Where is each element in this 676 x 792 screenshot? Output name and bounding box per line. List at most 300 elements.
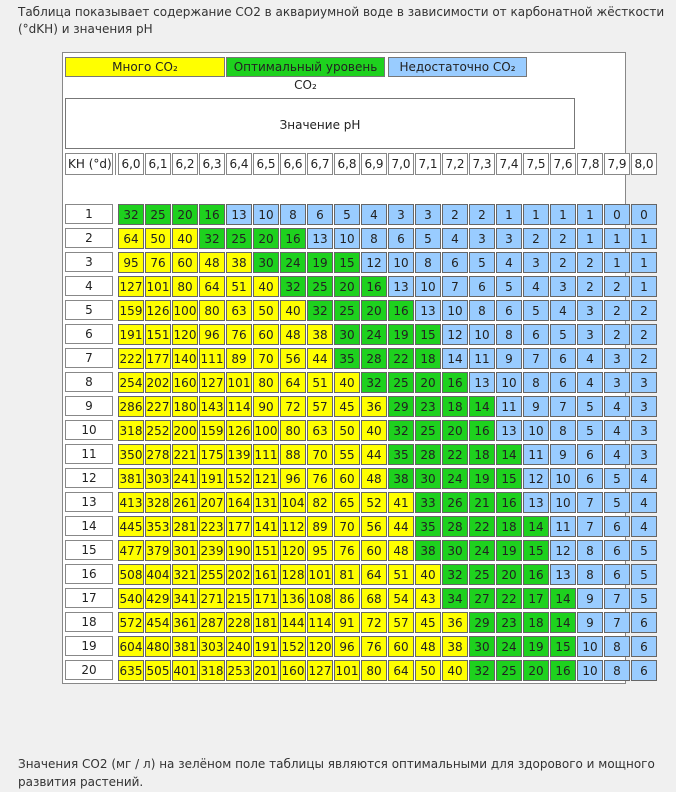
co2-value-cell: 40 <box>280 300 306 321</box>
co2-value-cell: 57 <box>307 396 333 417</box>
co2-value-cell: 5 <box>577 420 603 441</box>
co2-value-cell: 10 <box>253 204 279 225</box>
co2-value-cell: 3 <box>631 444 657 465</box>
co2-value-cell: 25 <box>388 372 414 393</box>
co2-value-cell: 16 <box>550 660 576 681</box>
co2-value-cell: 20 <box>253 228 279 249</box>
co2-value-cell: 2 <box>469 204 495 225</box>
co2-value-cell: 56 <box>361 516 387 537</box>
co2-value-cell: 50 <box>415 660 441 681</box>
co2-value-cell: 13 <box>523 492 549 513</box>
ph-header-cell: 6,5 <box>253 153 279 175</box>
kh-row-label: 20 <box>65 660 113 680</box>
co2-value-cell: 9 <box>577 612 603 633</box>
co2-value-cell: 6 <box>496 300 522 321</box>
co2-value-cell: 413 <box>118 492 144 513</box>
co2-value-cell: 241 <box>172 468 198 489</box>
co2-value-cell: 80 <box>280 420 306 441</box>
co2-value-cell: 3 <box>415 204 441 225</box>
co2-value-cell: 95 <box>307 540 333 561</box>
co2-value-cell: 161 <box>253 564 279 585</box>
co2-value-cell: 13 <box>388 276 414 297</box>
co2-value-cell: 121 <box>253 468 279 489</box>
co2-value-cell: 23 <box>415 396 441 417</box>
co2-value-cell: 16 <box>280 228 306 249</box>
co2-value-cell: 10 <box>550 468 576 489</box>
co2-value-cell: 341 <box>172 588 198 609</box>
co2-value-cell: 60 <box>361 540 387 561</box>
co2-value-cell: 101 <box>334 660 360 681</box>
co2-value-cell: 24 <box>496 636 522 657</box>
co2-value-cell: 57 <box>388 612 414 633</box>
co2-value-cell: 24 <box>361 324 387 345</box>
co2-value-cell: 572 <box>118 612 144 633</box>
co2-value-cell: 50 <box>253 300 279 321</box>
co2-value-cell: 18 <box>469 444 495 465</box>
co2-value-cell: 60 <box>388 636 414 657</box>
co2-value-cell: 4 <box>496 252 522 273</box>
co2-value-cell: 6 <box>388 228 414 249</box>
co2-value-cell: 16 <box>469 420 495 441</box>
co2-value-cell: 159 <box>118 300 144 321</box>
co2-value-cell: 64 <box>118 228 144 249</box>
co2-value-cell: 5 <box>415 228 441 249</box>
co2-value-cell: 177 <box>145 348 171 369</box>
co2-value-cell: 50 <box>145 228 171 249</box>
co2-value-cell: 44 <box>361 444 387 465</box>
co2-value-cell: 3 <box>469 228 495 249</box>
co2-value-cell: 6 <box>550 348 576 369</box>
co2-value-cell: 164 <box>226 492 252 513</box>
co2-value-cell: 36 <box>361 396 387 417</box>
co2-value-cell: 18 <box>415 348 441 369</box>
co2-value-cell: 50 <box>334 420 360 441</box>
co2-value-cell: 23 <box>496 612 522 633</box>
kh-row-label: 10 <box>65 420 113 440</box>
co2-value-cell: 8 <box>496 324 522 345</box>
column-separator <box>115 153 116 175</box>
co2-value-cell: 20 <box>415 372 441 393</box>
co2-value-cell: 3 <box>550 276 576 297</box>
co2-value-cell: 101 <box>226 372 252 393</box>
co2-value-cell: 6 <box>523 324 549 345</box>
co2-value-cell: 20 <box>523 660 549 681</box>
co2-value-cell: 5 <box>631 564 657 585</box>
co2-value-cell: 22 <box>469 516 495 537</box>
co2-value-cell: 10 <box>415 276 441 297</box>
co2-value-cell: 19 <box>496 540 522 561</box>
ph-header-cell: 6,4 <box>226 153 252 175</box>
co2-value-cell: 29 <box>388 396 414 417</box>
co2-value-cell: 16 <box>388 300 414 321</box>
co2-value-cell: 6 <box>307 204 333 225</box>
co2-value-cell: 100 <box>253 420 279 441</box>
co2-value-cell: 30 <box>442 540 468 561</box>
co2-value-cell: 40 <box>253 276 279 297</box>
legend-low-co2: Недостаточно CO₂ <box>388 57 527 77</box>
ph-header-cell: 6,0 <box>118 153 144 175</box>
co2-value-cell: 16 <box>523 564 549 585</box>
co2-value-cell: 15 <box>334 252 360 273</box>
co2-value-cell: 1 <box>604 252 630 273</box>
co2-value-cell: 68 <box>361 588 387 609</box>
co2-value-cell: 12 <box>361 252 387 273</box>
co2-value-cell: 136 <box>280 588 306 609</box>
co2-value-cell: 22 <box>496 588 522 609</box>
co2-table <box>62 52 654 684</box>
kh-header: KH (°d) <box>65 153 113 175</box>
co2-value-cell: 48 <box>361 468 387 489</box>
co2-value-cell: 45 <box>415 612 441 633</box>
co2-value-cell: 30 <box>253 252 279 273</box>
co2-value-cell: 11 <box>550 516 576 537</box>
co2-value-cell: 287 <box>199 612 225 633</box>
co2-value-cell: 2 <box>631 300 657 321</box>
co2-value-cell: 14 <box>496 444 522 465</box>
co2-value-cell: 26 <box>442 492 468 513</box>
co2-value-cell: 4 <box>550 300 576 321</box>
kh-row-label: 4 <box>65 276 113 296</box>
co2-value-cell: 35 <box>388 444 414 465</box>
ph-header-cell: 6,3 <box>199 153 225 175</box>
co2-value-cell: 15 <box>523 540 549 561</box>
co2-value-cell: 111 <box>199 348 225 369</box>
co2-value-cell: 139 <box>226 444 252 465</box>
co2-value-cell: 5 <box>496 276 522 297</box>
co2-value-cell: 454 <box>145 612 171 633</box>
co2-value-cell: 4 <box>604 420 630 441</box>
co2-value-cell: 2 <box>442 204 468 225</box>
intro-text: Таблица показывает содержание CO2 в аквариумной воде в зависимости от карбонатной жёсткости (°dKH) и значения pH <box>18 5 665 36</box>
co2-value-cell: 40 <box>172 228 198 249</box>
co2-value-cell: 3 <box>523 252 549 273</box>
co2-value-cell: 51 <box>307 372 333 393</box>
co2-value-cell: 254 <box>118 372 144 393</box>
co2-value-cell: 177 <box>226 516 252 537</box>
co2-value-cell: 4 <box>577 348 603 369</box>
co2-value-cell: 29 <box>469 612 495 633</box>
co2-value-cell: 16 <box>361 276 387 297</box>
co2-value-cell: 361 <box>172 612 198 633</box>
co2-value-cell: 38 <box>415 540 441 561</box>
co2-value-cell: 175 <box>199 444 225 465</box>
legend-optimal-co2: Оптимальный уровень CO₂ <box>226 57 385 77</box>
outro-text: Значения CO2 (мг / л) на зелёном поле таблицы являются оптимальными для здорового и мощного развития растений. <box>18 757 655 789</box>
co2-value-cell: 7 <box>577 492 603 513</box>
co2-value-cell: 6 <box>631 612 657 633</box>
co2-value-cell: 191 <box>199 468 225 489</box>
co2-value-cell: 9 <box>523 396 549 417</box>
ph-header-cell: 6,2 <box>172 153 198 175</box>
co2-value-cell: 381 <box>118 468 144 489</box>
co2-value-cell: 111 <box>253 444 279 465</box>
co2-value-cell: 239 <box>199 540 225 561</box>
co2-value-cell: 200 <box>172 420 198 441</box>
co2-value-cell: 318 <box>199 660 225 681</box>
co2-value-cell: 8 <box>550 420 576 441</box>
co2-value-cell: 27 <box>469 588 495 609</box>
co2-value-cell: 10 <box>577 660 603 681</box>
co2-value-cell: 41 <box>388 492 414 513</box>
co2-value-cell: 120 <box>172 324 198 345</box>
co2-value-cell: 20 <box>442 420 468 441</box>
co2-value-cell: 86 <box>334 588 360 609</box>
co2-value-cell: 32 <box>361 372 387 393</box>
co2-value-cell: 6 <box>604 564 630 585</box>
co2-value-cell: 5 <box>604 468 630 489</box>
co2-value-cell: 3 <box>631 396 657 417</box>
co2-value-cell: 52 <box>361 492 387 513</box>
co2-value-cell: 24 <box>442 468 468 489</box>
co2-value-cell: 70 <box>307 444 333 465</box>
co2-value-cell: 7 <box>550 396 576 417</box>
co2-value-cell: 6 <box>577 444 603 465</box>
co2-value-cell: 8 <box>469 300 495 321</box>
kh-row-label: 6 <box>65 324 113 344</box>
co2-value-cell: 126 <box>145 300 171 321</box>
co2-value-cell: 286 <box>118 396 144 417</box>
co2-value-cell: 8 <box>604 636 630 657</box>
co2-value-cell: 14 <box>550 588 576 609</box>
co2-value-cell: 350 <box>118 444 144 465</box>
co2-value-cell: 445 <box>118 516 144 537</box>
co2-value-cell: 64 <box>361 564 387 585</box>
co2-value-cell: 12 <box>523 468 549 489</box>
co2-value-cell: 253 <box>226 660 252 681</box>
co2-value-cell: 3 <box>577 324 603 345</box>
co2-value-cell: 72 <box>361 612 387 633</box>
co2-value-cell: 48 <box>280 324 306 345</box>
co2-value-cell: 4 <box>604 444 630 465</box>
co2-value-cell: 480 <box>145 636 171 657</box>
co2-value-cell: 19 <box>523 636 549 657</box>
co2-value-cell: 18 <box>496 516 522 537</box>
co2-value-cell: 128 <box>280 564 306 585</box>
co2-value-cell: 240 <box>226 636 252 657</box>
co2-value-cell: 120 <box>307 636 333 657</box>
co2-value-cell: 24 <box>469 540 495 561</box>
co2-value-cell: 35 <box>334 348 360 369</box>
co2-value-cell: 1 <box>496 204 522 225</box>
co2-value-cell: 14 <box>442 348 468 369</box>
co2-value-cell: 5 <box>604 492 630 513</box>
co2-value-cell: 18 <box>442 396 468 417</box>
co2-value-cell: 171 <box>253 588 279 609</box>
co2-value-cell: 40 <box>334 372 360 393</box>
co2-value-cell: 19 <box>388 324 414 345</box>
co2-value-cell: 152 <box>280 636 306 657</box>
co2-value-cell: 4 <box>577 372 603 393</box>
co2-value-cell: 228 <box>226 612 252 633</box>
co2-value-cell: 22 <box>442 444 468 465</box>
co2-value-cell: 505 <box>145 660 171 681</box>
co2-value-cell: 13 <box>496 420 522 441</box>
co2-value-cell: 215 <box>226 588 252 609</box>
co2-value-cell: 2 <box>577 252 603 273</box>
co2-value-cell: 301 <box>172 540 198 561</box>
co2-value-cell: 159 <box>199 420 225 441</box>
co2-value-cell: 8 <box>361 228 387 249</box>
co2-value-cell: 127 <box>307 660 333 681</box>
co2-value-cell: 22 <box>388 348 414 369</box>
kh-row-label: 3 <box>65 252 113 272</box>
co2-value-cell: 2 <box>604 300 630 321</box>
co2-value-cell: 18 <box>523 612 549 633</box>
co2-value-cell: 7 <box>604 612 630 633</box>
co2-value-cell: 127 <box>199 372 225 393</box>
ph-header-cell: 6,6 <box>280 153 306 175</box>
co2-value-cell: 6 <box>442 252 468 273</box>
co2-value-cell: 221 <box>172 444 198 465</box>
co2-value-cell: 8 <box>604 660 630 681</box>
co2-value-cell: 15 <box>496 468 522 489</box>
co2-value-cell: 10 <box>523 420 549 441</box>
co2-value-cell: 131 <box>253 492 279 513</box>
co2-value-cell: 404 <box>145 564 171 585</box>
co2-value-cell: 10 <box>577 636 603 657</box>
co2-value-cell: 11 <box>523 444 549 465</box>
co2-value-cell: 32 <box>469 660 495 681</box>
co2-value-cell: 141 <box>253 516 279 537</box>
co2-value-cell: 5 <box>577 396 603 417</box>
co2-value-cell: 11 <box>496 396 522 417</box>
co2-value-cell: 32 <box>280 276 306 297</box>
co2-value-cell: 127 <box>118 276 144 297</box>
co2-value-cell: 114 <box>226 396 252 417</box>
co2-value-cell: 40 <box>442 660 468 681</box>
co2-value-cell: 82 <box>307 492 333 513</box>
ph-header-cell: 7,9 <box>604 153 630 175</box>
co2-value-cell: 65 <box>334 492 360 513</box>
co2-value-cell: 48 <box>415 636 441 657</box>
co2-value-cell: 278 <box>145 444 171 465</box>
co2-value-cell: 3 <box>631 372 657 393</box>
co2-value-cell: 96 <box>334 636 360 657</box>
ph-header-cell: 7,3 <box>469 153 495 175</box>
co2-value-cell: 429 <box>145 588 171 609</box>
co2-value-cell: 3 <box>604 372 630 393</box>
co2-value-cell: 34 <box>442 588 468 609</box>
co2-value-cell: 5 <box>523 300 549 321</box>
co2-value-cell: 223 <box>199 516 225 537</box>
kh-row-label: 18 <box>65 612 113 632</box>
co2-value-cell: 101 <box>145 276 171 297</box>
co2-value-cell: 64 <box>280 372 306 393</box>
co2-value-cell: 54 <box>388 588 414 609</box>
co2-value-cell: 108 <box>307 588 333 609</box>
co2-value-cell: 5 <box>469 252 495 273</box>
co2-value-cell: 80 <box>253 372 279 393</box>
co2-value-cell: 151 <box>145 324 171 345</box>
co2-value-cell: 70 <box>334 516 360 537</box>
co2-value-cell: 25 <box>334 300 360 321</box>
co2-value-cell: 227 <box>145 396 171 417</box>
co2-value-cell: 10 <box>334 228 360 249</box>
co2-value-cell: 13 <box>307 228 333 249</box>
co2-value-cell: 353 <box>145 516 171 537</box>
co2-value-cell: 2 <box>631 348 657 369</box>
co2-value-cell: 32 <box>442 564 468 585</box>
co2-value-cell: 7 <box>604 588 630 609</box>
co2-value-cell: 328 <box>145 492 171 513</box>
co2-value-cell: 2 <box>523 228 549 249</box>
ph-header-cell: 7,5 <box>523 153 549 175</box>
co2-value-cell: 191 <box>253 636 279 657</box>
co2-value-cell: 7 <box>523 348 549 369</box>
co2-value-cell: 56 <box>280 348 306 369</box>
co2-value-cell: 96 <box>199 324 225 345</box>
co2-value-cell: 25 <box>415 420 441 441</box>
co2-value-cell: 88 <box>280 444 306 465</box>
co2-value-cell: 401 <box>172 660 198 681</box>
co2-value-cell: 4 <box>361 204 387 225</box>
co2-value-cell: 81 <box>334 564 360 585</box>
co2-value-cell: 32 <box>388 420 414 441</box>
co2-value-cell: 38 <box>226 252 252 273</box>
co2-value-cell: 2 <box>550 228 576 249</box>
co2-value-cell: 70 <box>253 348 279 369</box>
co2-value-cell: 1 <box>631 252 657 273</box>
co2-value-cell: 44 <box>307 348 333 369</box>
co2-value-cell: 14 <box>550 612 576 633</box>
co2-value-cell: 76 <box>361 636 387 657</box>
ph-header-cell: 6,8 <box>334 153 360 175</box>
co2-value-cell: 15 <box>550 636 576 657</box>
co2-value-cell: 24 <box>280 252 306 273</box>
co2-value-cell: 89 <box>307 516 333 537</box>
co2-value-cell: 25 <box>226 228 252 249</box>
kh-row-label: 19 <box>65 636 113 656</box>
co2-value-cell: 51 <box>226 276 252 297</box>
co2-value-cell: 255 <box>199 564 225 585</box>
kh-row-label: 8 <box>65 372 113 392</box>
co2-value-cell: 6 <box>604 516 630 537</box>
co2-value-cell: 151 <box>253 540 279 561</box>
co2-value-cell: 6 <box>550 372 576 393</box>
co2-value-cell: 5 <box>334 204 360 225</box>
co2-value-cell: 43 <box>415 588 441 609</box>
co2-value-cell: 2 <box>577 276 603 297</box>
kh-row-label: 7 <box>65 348 113 368</box>
co2-value-cell: 604 <box>118 636 144 657</box>
co2-value-cell: 4 <box>631 492 657 513</box>
co2-value-cell: 114 <box>307 612 333 633</box>
co2-value-cell: 9 <box>577 588 603 609</box>
co2-value-cell: 6 <box>577 468 603 489</box>
co2-value-cell: 4 <box>442 228 468 249</box>
co2-value-cell: 160 <box>280 660 306 681</box>
co2-value-cell: 9 <box>550 444 576 465</box>
co2-value-cell: 38 <box>307 324 333 345</box>
co2-value-cell: 12 <box>550 540 576 561</box>
ph-header-cell: 7,2 <box>442 153 468 175</box>
co2-value-cell: 100 <box>172 300 198 321</box>
co2-value-cell: 13 <box>415 300 441 321</box>
co2-value-cell: 152 <box>226 468 252 489</box>
co2-value-cell: 201 <box>253 660 279 681</box>
co2-value-cell: 2 <box>631 324 657 345</box>
co2-value-cell: 4 <box>631 468 657 489</box>
co2-value-cell: 17 <box>523 588 549 609</box>
co2-value-cell: 90 <box>253 396 279 417</box>
co2-value-cell: 6 <box>604 540 630 561</box>
co2-value-cell: 21 <box>469 492 495 513</box>
co2-value-cell: 19 <box>469 468 495 489</box>
co2-value-cell: 181 <box>253 612 279 633</box>
ph-title: Значение pH <box>65 98 575 149</box>
co2-value-cell: 635 <box>118 660 144 681</box>
co2-value-cell: 303 <box>145 468 171 489</box>
